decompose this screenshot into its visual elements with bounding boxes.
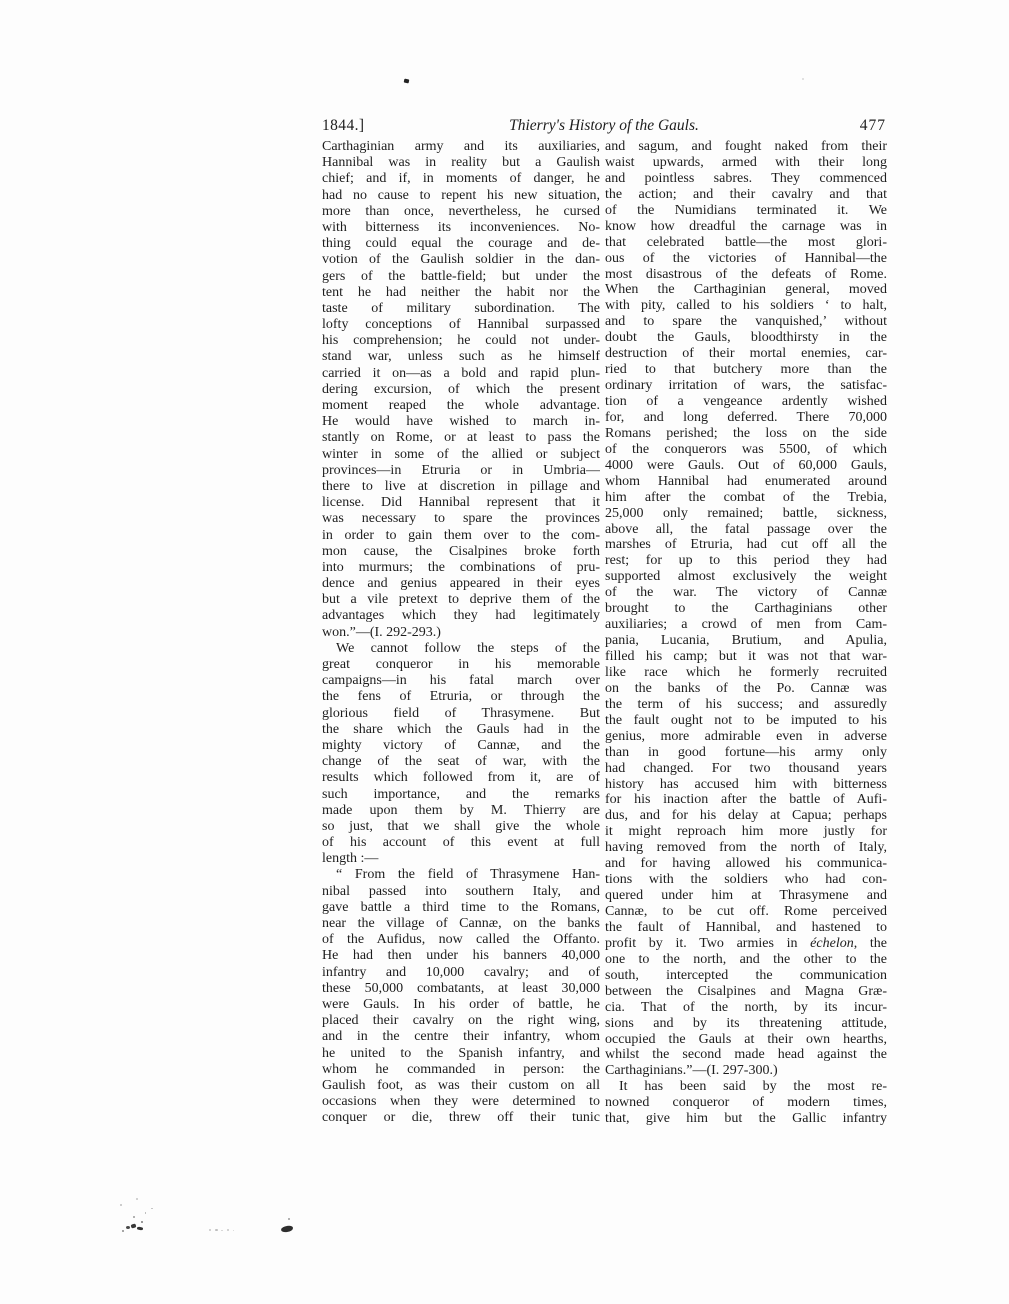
text-line: had no cause to repent his new situation,: [322, 187, 600, 203]
italic-text: échelon: [810, 935, 854, 951]
text-line: chief; and if, in moments of danger, he: [322, 171, 600, 187]
text-line: It has been said by the most re-: [619, 1079, 887, 1095]
text-line: and for having allowed his communica-: [605, 856, 887, 872]
scan-speck: [122, 1230, 124, 1232]
text-line: pania, Lucania, Brutium, and Apulia,: [605, 633, 887, 649]
text-line: had changed. For two thousand years: [605, 760, 887, 776]
text-line: than in good fortune—his army only: [605, 744, 887, 760]
scan-smudge: [137, 1227, 143, 1231]
text-line: the share which the Gauls had in the: [322, 721, 600, 737]
text-line: of the Numidians terminated it. We: [605, 202, 887, 218]
left-column: [322, 139, 600, 1126]
text-line: license. Did Hannibal represent that it: [322, 495, 600, 511]
text-line: in order to gain them over to the com-: [322, 527, 600, 543]
text-line: dus, and for his delay at Capua; perhaps: [605, 808, 887, 824]
text-line: so just, that we shall give the whole: [322, 818, 600, 834]
scan-speck: [133, 1216, 135, 1218]
text-line: results which followed from it, are of: [322, 770, 600, 786]
scan-dots: [209, 1229, 211, 1231]
text-line: stand war, unless such as he himself: [322, 349, 600, 365]
text-line: brought to the Carthaginians other: [605, 601, 887, 617]
text-line: “ From the field of Thrasymene Han-: [336, 867, 600, 883]
text-line: tions with the soldiers who had con-: [605, 872, 887, 888]
text-line: of the Aufidus, now called the Offanto.: [322, 932, 600, 948]
text-line: the fens of Etruria, or through the: [322, 689, 600, 705]
text-line: moment reaped the whole advantage.: [322, 398, 600, 413]
text-line: whom he commanded in person: the: [322, 1061, 600, 1077]
text-line: conquer or die, threw off their tunic: [322, 1110, 600, 1126]
text-line: that celebrated battle—the most glori-: [605, 234, 887, 250]
text-line: thing could equal the courage and de-: [322, 236, 600, 252]
text-line: gave battle a third time to the Romans,: [322, 899, 600, 915]
text-line: Gaulish foot, as was their custom on all: [322, 1077, 600, 1093]
header-title: Thierry's History of the Gauls.: [509, 117, 699, 134]
text-line: the fault of Hannibal, and hastened to: [605, 919, 887, 935]
text-line: infantry and 10,000 cavalry; and of: [322, 964, 600, 980]
scan-smudge: [126, 1226, 130, 1229]
scan-speck: [141, 1221, 143, 1223]
text-line: lofty conceptions of Hannibal surpassed: [322, 317, 600, 333]
scan-dots: [221, 1230, 223, 1231]
text-line: auxiliaries; a crowd of men from Cam-: [605, 617, 887, 633]
text-line: south, intercepted the communication: [605, 967, 887, 983]
right-column: [605, 139, 887, 1127]
text-line: and to spare the vanquished,’ without: [605, 314, 887, 330]
text-line: he united to the Spanish infantry, and: [322, 1045, 600, 1061]
text-line: the fault ought not to be imputed to his: [605, 712, 887, 728]
text-line: having removed from the north of Italy,: [605, 840, 887, 856]
text-line: him after the combat of the Trebia,: [605, 489, 887, 505]
text-line: like race which he formerly recruited: [605, 664, 887, 680]
text-line: his comprehension; he could not under-: [322, 333, 600, 349]
text-line: great conqueror in his memorable: [322, 657, 600, 672]
text-line: with pity, called to his soldiers ‘ to halt,: [605, 298, 887, 314]
text-line: for his inaction after the battle of Aufi-: [605, 792, 887, 808]
text-line: 25,000 only remained; battle, sickness,: [605, 505, 887, 521]
text-line: destruction of their mortal enemies, car-: [605, 346, 887, 362]
scan-speck: [404, 79, 410, 84]
text-line: and in the centre their infantry, whom: [322, 1029, 600, 1045]
text-line: for, and long deferred. There 70,000: [605, 409, 887, 425]
scan-speck: [120, 1204, 122, 1206]
text-line: supported almost exclusively the weight: [605, 569, 887, 585]
text-line: profit by it. Two armies in échelon, the: [605, 935, 887, 951]
text-line: it might reproach him more justly for: [605, 824, 887, 840]
header-year: 1844.]: [322, 117, 365, 134]
text-line: near the village of Cannæ, on the banks: [322, 916, 600, 931]
text-line: into murmurs; the combinations of pru-: [322, 559, 600, 575]
text-line: won.”—(I. 292-293.): [322, 624, 441, 640]
scan-speck: [145, 1212, 146, 1214]
text-line: Carthaginians.”—(I. 297-300.): [605, 1063, 778, 1079]
text-line: mighty victory of Cannæ, and the: [322, 737, 600, 753]
text-line: ous of the victories of Hannibal—the: [605, 250, 887, 266]
text-line: cia. That of the north, by its incur-: [605, 999, 887, 1015]
text-line: these 50,000 combatants, at least 30,000: [322, 980, 600, 996]
text-line: provinces—in Etruria or in Umbria—: [322, 462, 600, 478]
text-line: on the banks of the Po. Cannæ was: [605, 680, 887, 696]
text-line: dering excursion, of which the present: [322, 381, 600, 397]
text-line: Romans perished; the loss on the side: [605, 425, 887, 441]
text-line: winter in some of the allied or subject: [322, 446, 600, 462]
text-line: campaigns—in his fatal march over: [322, 673, 600, 689]
scan-speck: [151, 1208, 153, 1209]
text-line: genius, more admirable even in adverse: [605, 728, 887, 744]
text-line: doubt the Gauls, bloodthirsty in the: [605, 330, 887, 346]
scan-dots: [233, 1230, 234, 1231]
text-line: When the Carthaginian general, moved: [605, 282, 887, 298]
text-line: votion of the Gaulish soldier in the dan-: [322, 252, 600, 268]
text-line: whilst the second made head against the: [605, 1047, 887, 1063]
text-line: that, give him but the Gallic infantry: [605, 1111, 887, 1127]
text-line: carried it on—as a bold and rapid plun-: [322, 365, 600, 381]
text-line: the term of his success; and assuredly: [605, 696, 887, 712]
scan-speck: [802, 78, 804, 80]
text-line: made upon them by M. Thierry are: [322, 802, 600, 818]
text-line: tent he had neither the habit nor the: [322, 284, 600, 300]
text-line: placed their cavalry on the right wing,: [322, 1013, 600, 1029]
text-line: more than once, nevertheless, he cursed: [322, 203, 600, 219]
text-line: rest; for up to this period they had: [605, 553, 887, 569]
scan-speck: [288, 1218, 290, 1220]
text-line: nowned conqueror of modern times,: [605, 1095, 887, 1111]
text-line: length :—: [322, 851, 379, 867]
text-line: with bitterness its inconveniences. No-: [322, 219, 600, 235]
text-line: the action; and their cavalry and that: [605, 186, 887, 202]
text-line: 4000 were Gauls. Out of 60,000 Gauls,: [605, 457, 887, 473]
text-line: most disastrous of the defeats of Rome.: [605, 266, 887, 282]
text-line: Hannibal was in reality but a Gaulish: [322, 155, 600, 171]
text-line: We cannot follow the steps of the: [336, 640, 600, 656]
text-line: were Gauls. In his order of battle, he: [322, 996, 600, 1012]
text-line: was necessary to spare the provinces: [322, 511, 600, 527]
text-line: taste of military subordination. The: [322, 300, 600, 316]
text-line: mon cause, the Cisalpines broke forth: [322, 543, 600, 559]
scan-dots: [215, 1229, 218, 1231]
text-line: dence and genius appeared in their eyes: [322, 576, 600, 592]
text-line: and sagum, and fought naked from their: [605, 139, 887, 154]
text-line: know how dreadful the carnage was in: [605, 218, 887, 234]
text-line: Carthaginian army and its auxiliaries,: [322, 139, 600, 154]
text-line: quered under him at Thrasymene and: [605, 888, 887, 904]
text-line: change of the seat of war, with the: [322, 754, 600, 770]
text-line: between the Cisalpines and Magna Græ-: [605, 983, 887, 999]
text-line: such importance, and the remarks: [322, 786, 600, 802]
text-line: nibal passed into southern Italy, and: [322, 883, 600, 899]
scan-speck: [136, 1198, 138, 1200]
text-line: He would have wished to march in-: [322, 414, 600, 430]
text-line: marshes of Etruria, had cut off all the: [605, 537, 887, 553]
text-line: sions and by its threatening attitude,: [605, 1015, 887, 1031]
text-line: of his account of this event at full: [322, 835, 600, 851]
text-line: gers of the battle-field; but under the: [322, 268, 600, 284]
text-line: occasions when they were determined to: [322, 1094, 600, 1110]
text-line: one to the north, and the other to the: [605, 951, 887, 967]
text-line: above all, the fatal passage over the: [605, 521, 887, 537]
text-line: but a vile pretext to deprive them of the: [322, 592, 600, 608]
scan-smudge: [131, 1223, 137, 1228]
text-line: occupied the Gauls at their own hearths,: [605, 1031, 887, 1047]
text-line: He had then under his banners 40,000: [322, 948, 600, 964]
text-line: whom Hannibal had enumerated around: [605, 473, 887, 489]
text-line: tion of a vengeance ardently wished: [605, 394, 887, 409]
scan-smudge: [280, 1225, 293, 1233]
text-line: of the conquerors was 5500, of which: [605, 441, 887, 457]
text-line: there to live at discretion in pillage and: [322, 478, 600, 494]
header-page-number: 477: [859, 117, 886, 134]
text-line: of the war. The victory of Cannæ: [605, 585, 887, 601]
text-line: waist upwards, armed with their long: [605, 154, 887, 170]
scan-dots: [227, 1229, 229, 1231]
page-header: [322, 117, 886, 138]
text-line: filled his camp; but it was not that war-: [605, 649, 887, 664]
text-line: Cannæ, to be cut off. Rome perceived: [605, 904, 887, 919]
text-line: advantages which they had legitimately: [322, 608, 600, 624]
text-line: and pointless sabres. They commenced: [605, 170, 887, 186]
text-line: history has accused him with bitterness: [605, 776, 887, 792]
text-line: glorious field of Thrasymene. But: [322, 705, 600, 721]
text-line: stantly on Rome, or at least to pass the: [322, 430, 600, 446]
text-line: ordinary irritation of wars, the satisfac-: [605, 378, 887, 394]
text-line: ried to that butchery more than the: [605, 362, 887, 378]
